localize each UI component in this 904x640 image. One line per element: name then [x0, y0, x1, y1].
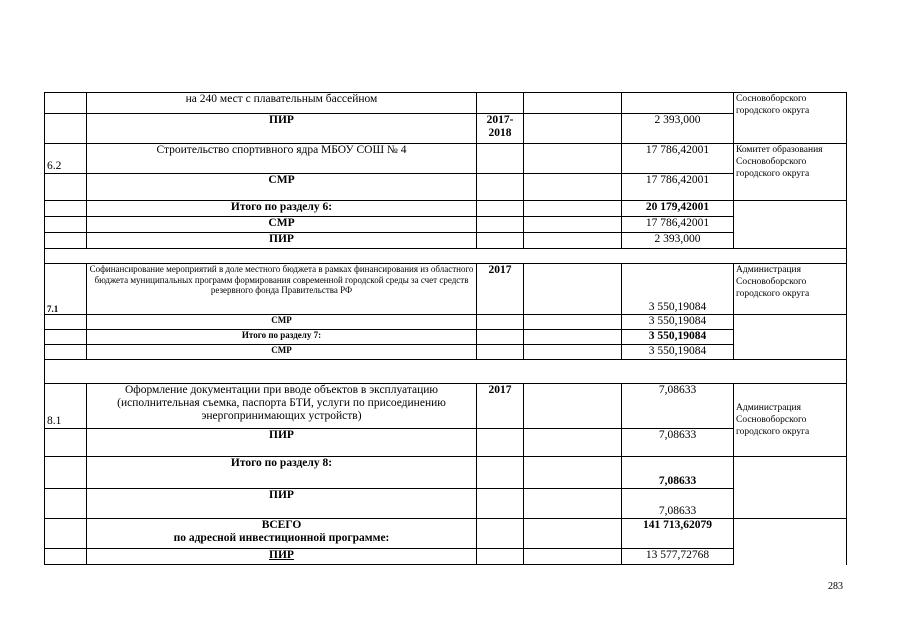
table-row	[45, 489, 847, 519]
section-header-row	[45, 249, 847, 264]
table-row	[45, 330, 847, 345]
row-name	[87, 519, 477, 549]
row-name: Строительство спортивного ядра МБОУ СОШ № 4	[87, 144, 477, 174]
row-name: СМР	[87, 174, 477, 201]
table-row	[45, 217, 847, 233]
row-period: 2017	[477, 264, 524, 315]
total-label: ВСЕГО	[261, 519, 302, 531]
row-name: СМР	[87, 315, 477, 330]
row-amount: 3 550,19084	[622, 345, 734, 360]
row-number: 7.1	[45, 264, 87, 315]
row-amount: 17 786,42001	[622, 217, 734, 233]
row-period: 2017	[477, 384, 524, 429]
table-row	[45, 201, 847, 217]
row-amount: 13 577,72768	[622, 549, 734, 565]
row-amount: 2 393,000	[622, 233, 734, 249]
org-cell: Сосновоборского городского округа	[734, 93, 847, 144]
row-amount: 7,08633	[622, 457, 734, 489]
row-name: СМР	[87, 217, 477, 233]
row-amount: 7,08633	[622, 489, 734, 519]
row-amount: 17 786,42001	[622, 174, 734, 201]
row-name: ПИР	[87, 429, 477, 457]
table-row	[45, 264, 847, 315]
row-name: Оформление документации при вводе объектов в эксплуатацию (исполнительная съемка, паспорта БТИ, услуги по присоединению энергопринимающих устройств)	[87, 384, 477, 429]
row-amount: 3 550,19084	[622, 315, 734, 330]
row-amount: 141 713,62079	[622, 519, 734, 549]
row-name: СМР	[87, 345, 477, 360]
table-row	[45, 174, 847, 201]
table-row	[45, 519, 847, 549]
row-amount: 20 179,42001	[622, 201, 734, 217]
page-number: 283	[828, 581, 843, 592]
investment-program-table	[44, 92, 847, 565]
table-row	[45, 549, 847, 565]
table-row	[45, 384, 847, 429]
table-row	[45, 429, 847, 457]
row-name: Итого по разделу 6:	[87, 201, 477, 217]
table-row	[45, 144, 847, 174]
section-header-row	[45, 360, 847, 384]
section-title	[45, 249, 847, 264]
total-sublabel: по адресной инвестиционной программе:	[173, 532, 390, 544]
row-amount: 17 786,42001	[622, 144, 734, 174]
table-row	[45, 114, 847, 144]
row-name: Итого по разделу 7:	[87, 330, 477, 345]
row-amount: 3 550,19084	[622, 330, 734, 345]
row-period: 2017-2018	[477, 114, 524, 144]
section-title	[45, 360, 847, 384]
row-name: ПИР	[87, 233, 477, 249]
table-row	[45, 457, 847, 489]
row-name: на 240 мест с плавательным бассейном	[87, 93, 477, 114]
row-number: 6.2	[45, 144, 87, 174]
row-amount: 2 393,000	[622, 114, 734, 144]
row-name: Софинансирование мероприятий в доле местного бюджета в рамках финансирования из областного бюджета муниципальных программ формирования современной городской среды за счет средств резервного фонда Правительства РФ	[87, 264, 477, 315]
row-name: Итого по разделу 8:	[87, 457, 477, 489]
row-name: ПИР	[87, 489, 477, 519]
table-row	[45, 345, 847, 360]
table-row	[45, 93, 847, 114]
table-row	[45, 233, 847, 249]
row-name: ПИР	[87, 549, 477, 565]
org-cell: Администрация Сосновоборского городского округа	[734, 264, 847, 315]
row-amount: 7,08633	[622, 429, 734, 457]
org-cell: Комитет образования Сосновоборского городского округа	[734, 144, 847, 201]
row-amount: 7,08633	[622, 384, 734, 429]
org-cell: Администрация Сосновоборского городского округа	[734, 384, 847, 457]
row-number: 8.1	[45, 384, 87, 429]
row-name: ПИР	[87, 114, 477, 144]
table-row	[45, 315, 847, 330]
row-amount: 3 550,19084	[622, 264, 734, 315]
